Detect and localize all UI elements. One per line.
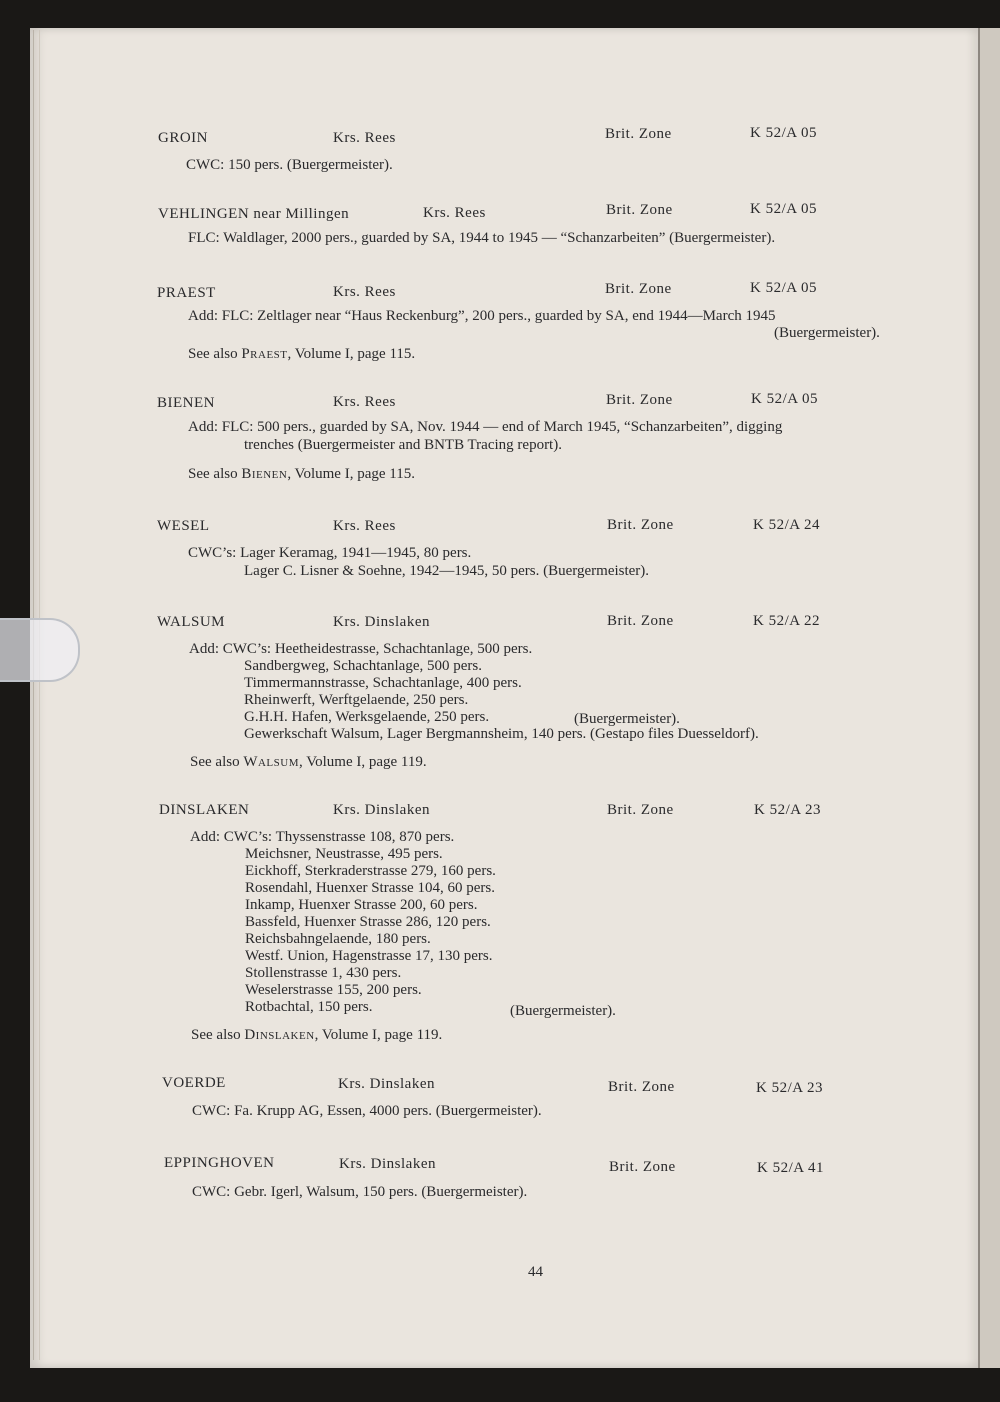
entry-line: CWC: Gebr. Igerl, Walsum, 150 pers. (Buergermeister). xyxy=(192,1184,528,1200)
see-also: See also Bienen, Volume I, page 115. xyxy=(188,466,415,482)
entry-code: K 52/A 23 xyxy=(754,802,822,818)
entry-name: WALSUM xyxy=(157,614,226,630)
entry-code: K 52/A 24 xyxy=(753,517,821,533)
paper-clip xyxy=(0,618,80,682)
entry-name: VOERDE xyxy=(162,1075,226,1091)
entry-district: Krs. Dinslaken xyxy=(339,1156,436,1172)
entry-line: Add: CWC’s: Heetheidestrasse, Schachtanlage, 500 pers. xyxy=(189,641,533,657)
entry-name: GROIN xyxy=(158,130,208,146)
entry-line: (Buergermeister). xyxy=(774,325,880,341)
entry-zone: Brit. Zone xyxy=(609,1159,676,1175)
entry-line: Bassfeld, Huenxer Strasse 286, 120 pers. xyxy=(245,914,491,930)
entry-line: Lager C. Lisner & Soehne, 1942—1945, 50 pers. (Buergermeister). xyxy=(244,563,650,579)
entry-code: K 52/A 05 xyxy=(751,391,819,407)
entry-line: CWC’s: Lager Keramag, 1941—1945, 80 pers. xyxy=(188,545,472,561)
see-also: See also Praest, Volume I, page 115. xyxy=(188,346,416,362)
entry-district: Krs. Dinslaken xyxy=(333,614,430,630)
entry-line: Inkamp, Huenxer Strasse 200, 60 pers. xyxy=(245,897,478,913)
entry-line: Rotbachtal, 150 pers. xyxy=(245,999,373,1015)
entry-line: Westf. Union, Hagenstrasse 17, 130 pers. xyxy=(245,948,493,964)
entry-line: Rheinwerft, Werftgelaende, 250 pers. xyxy=(244,692,469,708)
entry-line: CWC: 150 pers. (Buergermeister). xyxy=(186,157,393,173)
entry-name: EPPINGHOVEN xyxy=(164,1155,275,1171)
see-also: See also Dinslaken, Volume I, page 119. xyxy=(191,1027,443,1043)
entry-code: K 52/A 22 xyxy=(753,613,821,629)
entry-code: K 52/A 05 xyxy=(750,280,818,296)
page-number: 44 xyxy=(528,1264,543,1280)
see-also: See also Walsum, Volume I, page 119. xyxy=(190,754,427,770)
entry-district: Krs. Rees xyxy=(333,284,396,300)
entry-district: Krs. Rees xyxy=(333,394,396,410)
entry-district: Krs. Rees xyxy=(423,205,486,221)
entry-district: Krs. Rees xyxy=(333,130,396,146)
source-note: (Buergermeister). xyxy=(510,1003,616,1019)
entry-zone: Brit. Zone xyxy=(605,281,672,297)
entry-code: K 52/A 05 xyxy=(750,201,818,217)
entry-district: Krs. Dinslaken xyxy=(333,802,430,818)
entry-line: Meichsner, Neustrasse, 495 pers. xyxy=(245,846,443,862)
entry-line: Weselerstrasse 155, 200 pers. xyxy=(245,982,422,998)
entry-zone: Brit. Zone xyxy=(607,613,674,629)
entry-district: Krs. Dinslaken xyxy=(338,1076,435,1092)
entry-line: FLC: Waldlager, 2000 pers., guarded by SA, 1944 to 1945 — “Schanzarbeiten” (Buergermeister). xyxy=(188,230,776,246)
entry-line: Rosendahl, Huenxer Strasse 104, 60 pers. xyxy=(245,880,495,896)
entry-line: trenches (Buergermeister and BNTB Tracing report). xyxy=(244,437,562,453)
entry-line: Add: CWC’s: Thyssenstrasse 108, 870 pers. xyxy=(190,829,455,845)
page-edges xyxy=(33,30,40,1360)
entry-zone: Brit. Zone xyxy=(607,802,674,818)
entry-line: Add: FLC: Zeltlager near “Haus Reckenburg”, 200 pers., guarded by SA, end 1944—March 1945 xyxy=(188,308,776,324)
entry-name: VEHLINGEN near Millingen xyxy=(158,206,350,222)
entry-zone: Brit. Zone xyxy=(606,202,673,218)
entry-name: WESEL xyxy=(157,518,210,534)
entry-line: CWC: Fa. Krupp AG, Essen, 4000 pers. (Buergermeister). xyxy=(192,1103,542,1119)
entry-line: Reichsbahngelaende, 180 pers. xyxy=(245,931,431,947)
source-note: (Buergermeister). xyxy=(574,711,680,727)
entry-line: Eickhoff, Sterkraderstrasse 279, 160 pers. xyxy=(245,863,496,879)
entry-name: BIENEN xyxy=(157,395,215,411)
entry-zone: Brit. Zone xyxy=(605,126,672,142)
entry-zone: Brit. Zone xyxy=(608,1079,675,1095)
entry-code: K 52/A 05 xyxy=(750,125,818,141)
entry-line: Gewerkschaft Walsum, Lager Bergmannsheim, 140 pers. (Gestapo files Duesseldorf). xyxy=(244,726,759,742)
entry-code: K 52/A 23 xyxy=(756,1080,824,1096)
entry-line: Stollenstrasse 1, 430 pers. xyxy=(245,965,402,981)
entry-zone: Brit. Zone xyxy=(606,392,673,408)
entry-line: G.H.H. Hafen, Werksgelaende, 250 pers. xyxy=(244,709,490,725)
entry-zone: Brit. Zone xyxy=(607,517,674,533)
entry-name: PRAEST xyxy=(157,285,216,301)
next-page-edge xyxy=(978,28,1000,1368)
entry-line: Sandbergweg, Schachtanlage, 500 pers. xyxy=(244,658,482,674)
entry-district: Krs. Rees xyxy=(333,518,396,534)
entry-name: DINSLAKEN xyxy=(159,802,250,818)
entry-line: Timmermannstrasse, Schachtanlage, 400 pers. xyxy=(244,675,522,691)
entry-line: Add: FLC: 500 pers., guarded by SA, Nov. 1944 — end of March 1945, “Schanzarbeiten”, digging xyxy=(188,419,783,435)
entry-code: K 52/A 41 xyxy=(757,1160,825,1176)
